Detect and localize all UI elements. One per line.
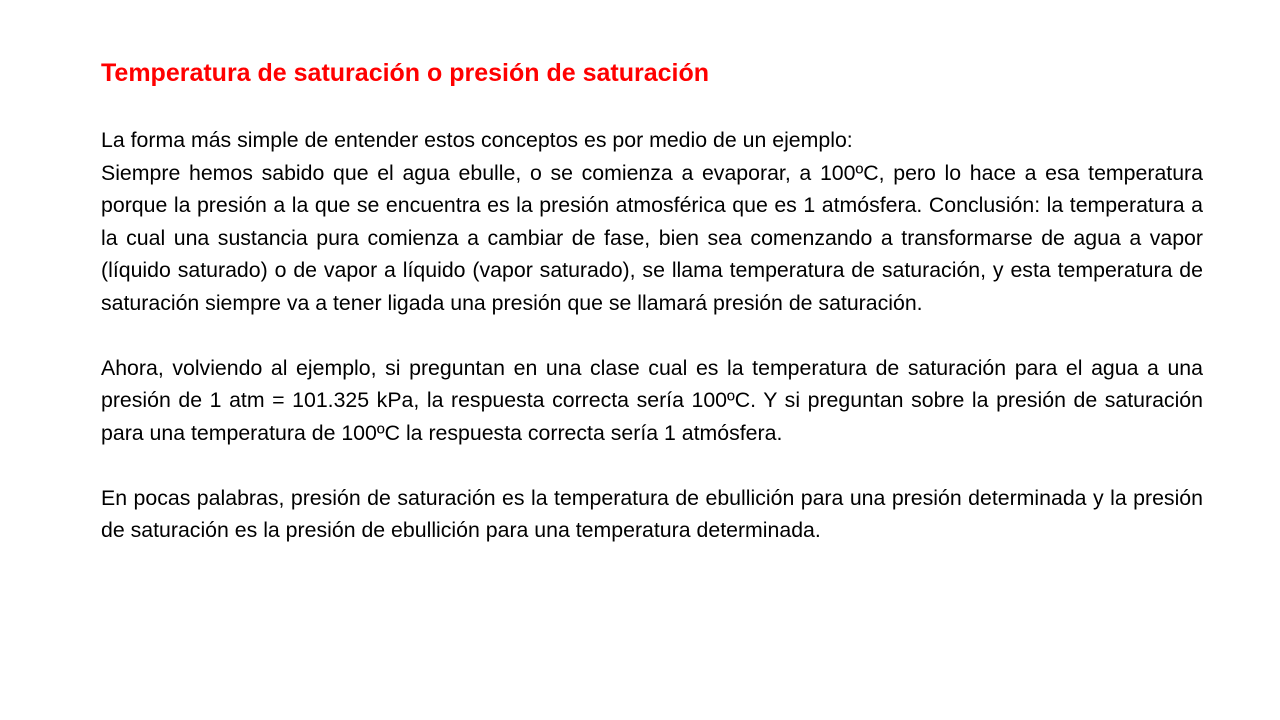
paragraph-example: Ahora, volviendo al ejemplo, si preguntan en una clase cual es la temperatura de saturación para el agua a una presión de 1 atm = 101.325 kPa, la respuesta correcta sería 100ºC. Y si preguntan sobre la presión de saturación para una temperatura de 100ºC la respuesta correcta sería 1 atmósfera. <box>101 355 1203 445</box>
intro-line: La forma más simple de entender estos conceptos es por medio de un ejemplo: <box>101 128 853 152</box>
slide-content <box>101 54 1203 547</box>
slide-title: Temperatura de saturación o presión de saturación <box>101 59 710 87</box>
paragraph-saturation-definition: Siempre hemos sabido que el agua ebulle, o se comienza a evaporar, a 100ºC, pero lo hace a esa temperatura porque la presión a la que se encuentra es la presión atmosférica que es 1 atmósfera. Conclusión: la temperatura a la cual una sustancia pura comienza a cambiar de fase, bien sea comenzando a transformarse de agua a vapor (líquido saturado) o de vapor a líquido (vapor saturado), se llama temperatura de saturación, y esta temperatura de saturación siempre va a tener ligada una presión que se llamará presión de saturación. <box>101 160 1203 315</box>
paragraph-summary: En pocas palabras, presión de saturación es la temperatura de ebullición para una presión determinada y la presión de saturación es la presión de ebullición para una temperatura determinada. <box>101 485 1203 542</box>
